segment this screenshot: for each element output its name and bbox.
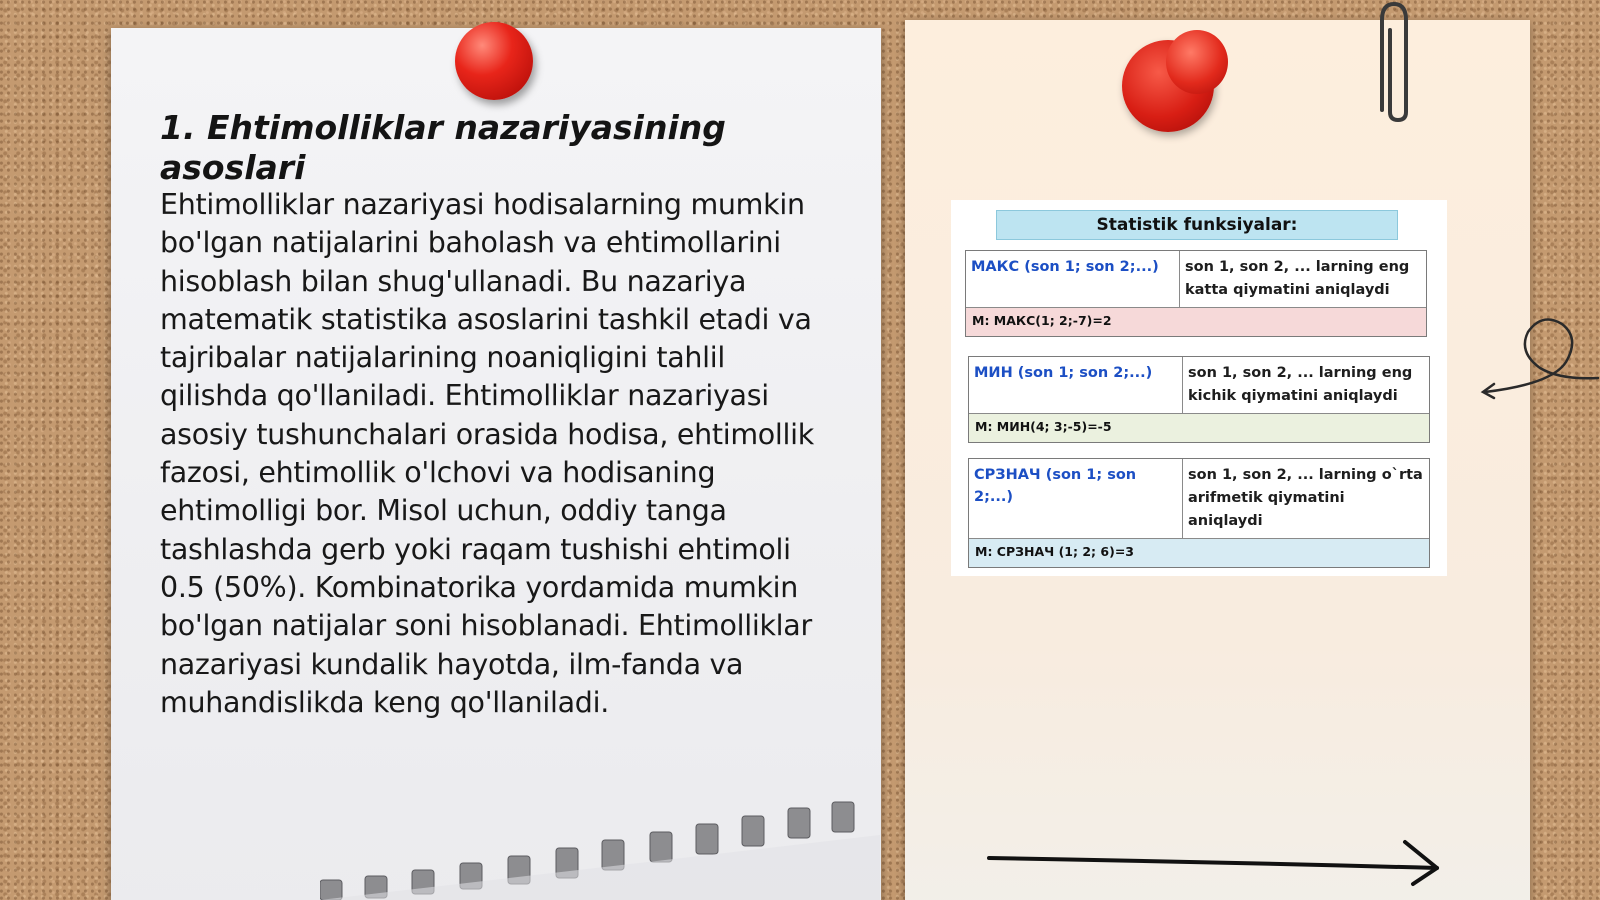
- function-name: МАКС (son 1; son 2;...): [966, 251, 1180, 307]
- paperclip-icon: [1372, 0, 1416, 124]
- function-example: M: МИН(4; 3;-5)=-5: [969, 414, 1429, 442]
- note-body-text: Ehtimolliklar nazariyasi hodisalarning mumkin bo'lgan natijalarini baholash va ehtimollarini hisoblash bilan shug'ullanadi. Bu nazariya matematik statistika asoslarini tashkil etadi va tajribalar natijalarining noaniqligini tahlil qilishda qo'llaniladi. Ehtimolliklar nazariyasi asosiy tushunchalari orasida hodisa, ehtimollik fazosi, ehtimollik o'lchovi va hodisaning ehtimolligi bor. Misol uchun, oddiy tanga tashlashda gerb yoki raqam tushishi ehtimoli 0.5 (50%). Kombinatorika yordamida mumkin bo'lgan natijalar soni hisoblanadi. Ehtimolliklar nazariyasi kundalik hayotda, ilm-fanda va muhandislikda keng qo'llaniladi.: [160, 188, 814, 719]
- function-description: son 1, son 2, ... larning eng katta qiymatini aniqlaydi: [1185, 259, 1410, 298]
- function-example: M: СРЗНАЧ (1; 2; 6)=3: [969, 539, 1429, 567]
- statistics-functions-table: [951, 200, 1447, 576]
- function-block-average: [968, 458, 1430, 568]
- function-name: СРЗНАЧ (son 1; son 2;...): [969, 459, 1183, 538]
- function-description: son 1, son 2, ... larning eng kichik qiymatini aniqlaydi: [1188, 365, 1413, 404]
- spiral-binding-decoration: [320, 790, 880, 900]
- note-heading: 1. Ehtimolliklar nazariyasining asoslari: [160, 108, 726, 187]
- function-name: МИН (son 1; son 2;...): [969, 357, 1183, 413]
- function-example: M: МАКС(1; 2;-7)=2: [966, 308, 1426, 336]
- table-title: Statistik funksiyalar:: [996, 210, 1398, 240]
- function-block-min: [968, 356, 1430, 443]
- function-block-max: [965, 250, 1427, 337]
- pushpin-icon: [455, 22, 533, 100]
- curly-arrow-icon: [1480, 310, 1600, 410]
- function-description: son 1, son 2, ... larning o`rta arifmetik qiymatini aniqlaydi: [1188, 467, 1423, 529]
- arrow-icon: [985, 838, 1445, 888]
- pushpin-icon: [1122, 30, 1226, 130]
